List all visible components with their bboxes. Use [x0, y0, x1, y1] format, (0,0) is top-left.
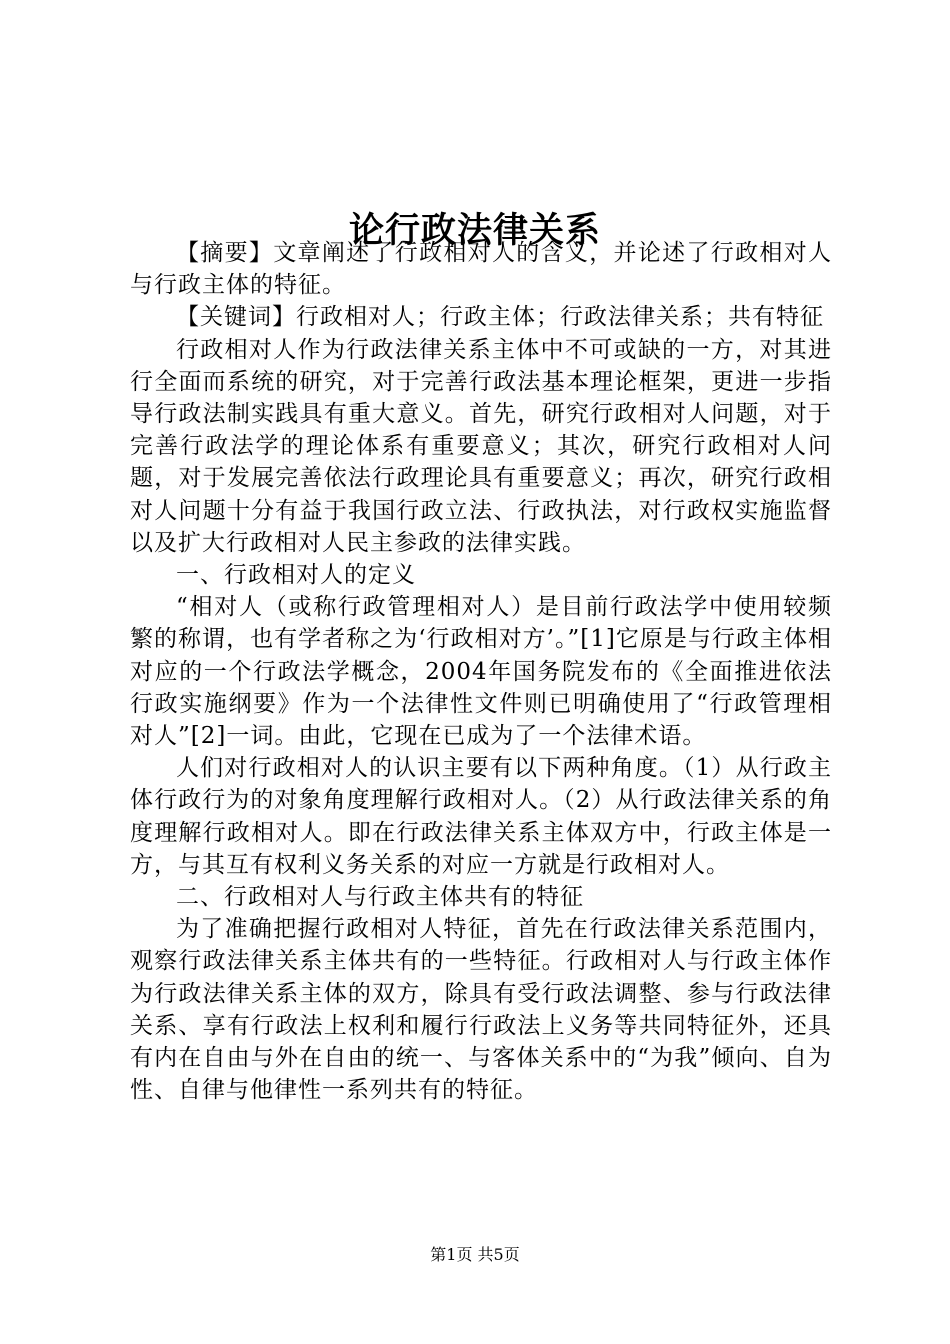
- document-title: 论行政法律关系: [348, 210, 601, 252]
- document-body: [130, 237, 832, 1106]
- section-heading-1: 一、行政相对人的定义: [176, 562, 416, 589]
- abstract-paragraph: 【摘要】文章阐述了行政相对人的含义，并论述了行政相对人与行政主体的特征。: [130, 240, 832, 299]
- features-paragraph: 为了准确把握行政相对人特征，首先在行政法律关系范围内，观察行政法律关系主体共有的一些特征。行政相对人与行政主体作为行政法律关系主体的双方，除具有受行政法调整、参与行政法律关系、享有行政法上权利和履行行政法上义务等共同特征外，还具有内在自由与外在自由的统一、与客体关系中的“为我”倾向、自为性、自律与他律性一系列共有的特征。: [130, 916, 832, 1104]
- intro-paragraph: 行政相对人作为行政法律关系主体中不可或缺的一方，对其进行全面而系统的研究，对于完善行政法基本理论框架，更进一步指导行政法制实践具有重大意义。首先，研究行政相对人问题，对于完善行政法学的理论体系有重要意义；其次，研究行政相对人问题，对于发展完善依法行政理论具有重要意义；再次，研究行政相对人问题十分有益于我国行政立法、行政执法，对行政权实施监督以及扩大行政相对人民主参政的法律实践。: [130, 336, 832, 556]
- section-heading-2: 二、行政相对人与行政主体共有的特征: [176, 884, 584, 911]
- page-number-footer: 第1页 共5页: [430, 1245, 520, 1264]
- keywords-paragraph: 【关键词】行政相对人；行政主体；行政法律关系；共有特征: [176, 304, 824, 331]
- perspectives-paragraph: 人们对行政相对人的认识主要有以下两种角度。（1）从行政主体行政行为的对象角度理解行政相对人。（2）从行政法律关系的角度理解行政相对人。即在行政法律关系主体双方中，行政主体是一方，与其互有权利义务关系的对应一方就是行政相对人。: [130, 755, 832, 878]
- definition-paragraph: “相对人（或称行政管理相对人）是目前行政法学中使用较频繁的称谓，也有学者称之为‘行政相对方’。”[1]它原是与行政主体相对应的一个行政法学概念，2004年国务院发布的《全面推进依法行政实施纲要》作为一个法律性文件则已明确使用了“行政管理相对人”[2]一词。由此，它现在已成为了一个法律术语。: [130, 594, 832, 750]
